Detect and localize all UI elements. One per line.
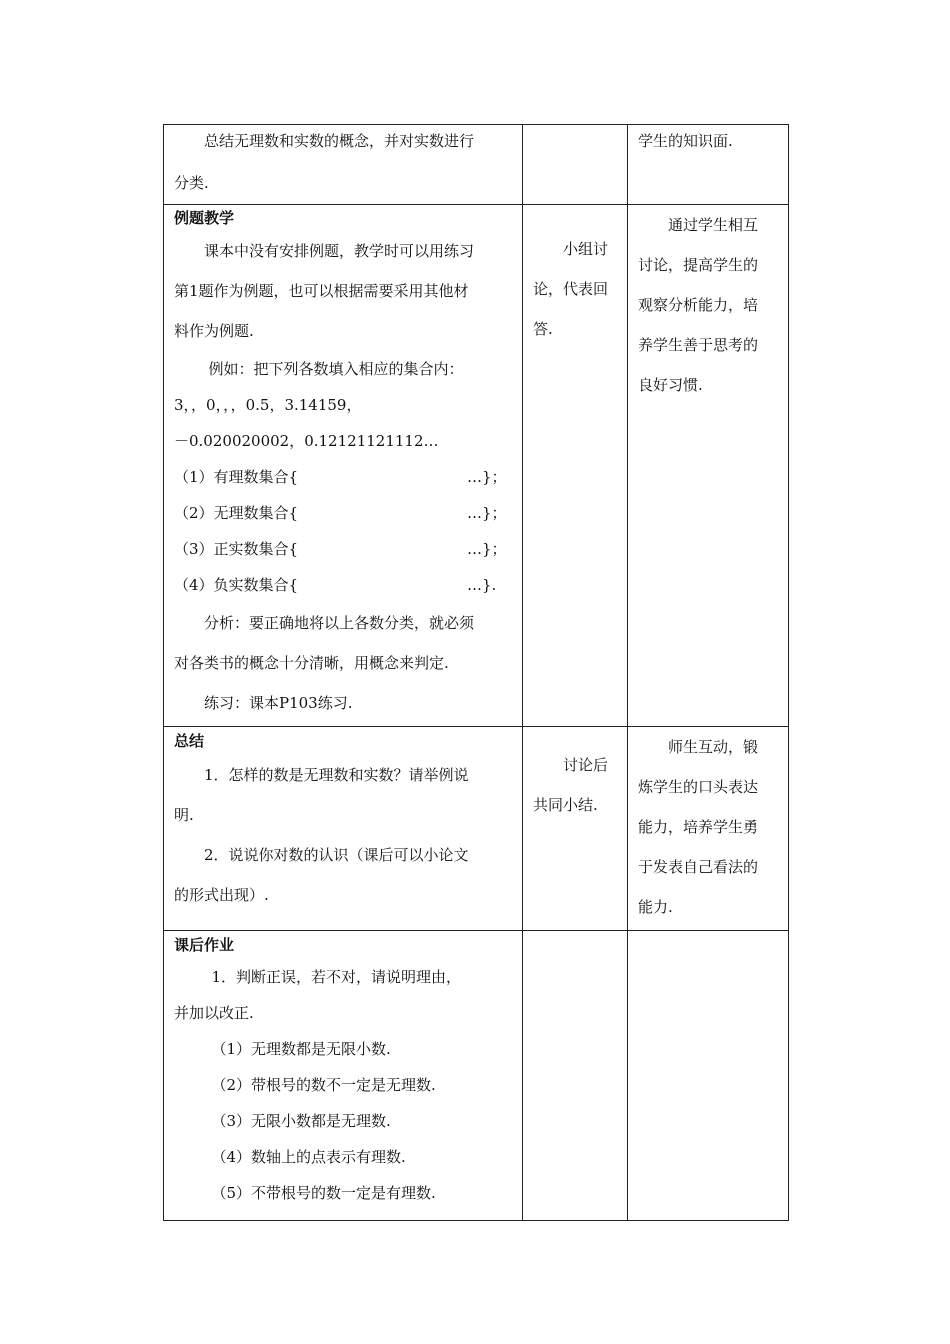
- content-line: 并加以改正.: [174, 1004, 254, 1022]
- activity-line: 讨论后: [563, 756, 609, 774]
- lesson-plan-table: [163, 124, 789, 1221]
- section-heading: 课后作业: [174, 936, 235, 954]
- content-line: 1．怎样的数是无理数和实数？请举例说: [204, 766, 469, 784]
- example-prompt: 例如：把下列各数填入相应的集合内：: [208, 360, 464, 378]
- table-row: [164, 205, 789, 727]
- set-line: [174, 459, 512, 495]
- table-row: [164, 931, 789, 1221]
- activity-cell: [523, 931, 628, 1221]
- content-line: 课本中没有安排例题，教学时可以用练习: [204, 242, 475, 260]
- purpose-line: 学生的知识面.: [638, 132, 733, 150]
- purpose-cell: [628, 931, 789, 1221]
- content-line: 料作为例题.: [174, 322, 254, 340]
- activity-cell: [523, 125, 628, 205]
- purpose-line: 观察分析能力，培: [638, 296, 759, 314]
- content-cell: [164, 931, 523, 1221]
- set-end: …}.: [467, 576, 497, 594]
- statement-line: （1）无理数都是无限小数.: [211, 1040, 391, 1058]
- statement-line: （5）不带根号的数一定是有理数.: [211, 1184, 436, 1202]
- purpose-line: 能力.: [638, 898, 673, 916]
- content-line: 分类.: [174, 174, 209, 192]
- set-line: [174, 567, 512, 603]
- set-end: …}；: [467, 468, 507, 486]
- purpose-line: 通过学生相互: [668, 216, 759, 234]
- activity-line: 论，代表回: [533, 280, 609, 298]
- set-label: （4）负实数集合{: [174, 576, 299, 594]
- table-row: [164, 125, 789, 205]
- purpose-line: 于发表自己看法的: [638, 858, 759, 876]
- purpose-line: 讨论，提高学生的: [638, 256, 759, 274]
- content-line: 1．判断正误，若不对，请说明理由，: [211, 968, 462, 986]
- content-line: 对各类书的概念十分清晰，用概念来判定.: [174, 654, 449, 672]
- purpose-cell: [628, 727, 789, 931]
- activity-cell: [523, 205, 628, 727]
- content-cell: [164, 205, 523, 727]
- number-list: －0.020020002，0.12121121112…: [174, 432, 439, 450]
- content-line: 明.: [174, 806, 194, 824]
- activity-line: 答.: [533, 320, 553, 338]
- set-line: [174, 531, 512, 567]
- statement-line: （2）带根号的数不一定是无理数.: [211, 1076, 436, 1094]
- table-row: [164, 727, 789, 931]
- section-heading: 例题教学: [174, 209, 235, 227]
- set-label: （1）有理数集合{: [174, 468, 299, 486]
- purpose-line: 良好习惯.: [638, 376, 703, 394]
- activity-cell: [523, 727, 628, 931]
- content-line: 的形式出现）.: [174, 886, 269, 904]
- purpose-line: 养学生善于思考的: [638, 336, 759, 354]
- set-end: …}；: [467, 540, 507, 558]
- set-end: …}；: [467, 504, 507, 522]
- set-line: [174, 495, 512, 531]
- statement-line: （4）数轴上的点表示有理数.: [211, 1148, 406, 1166]
- statement-line: （3）无限小数都是无理数.: [211, 1112, 391, 1130]
- content-line: 分析：要正确地将以上各数分类，就必须: [204, 614, 475, 632]
- purpose-cell: [628, 205, 789, 727]
- set-label: （3）正实数集合{: [174, 540, 299, 558]
- number-list: 3，，0，，，0.5，3.14159，: [174, 396, 362, 414]
- activity-line: 小组讨: [563, 240, 609, 258]
- content-line: 2．说说你对数的认识（课后可以小论文: [204, 846, 469, 864]
- content-cell: [164, 125, 523, 205]
- purpose-line: 能力，培养学生勇: [638, 818, 759, 836]
- activity-line: 共同小结.: [533, 796, 598, 814]
- practice-line: 练习：课本P103练习.: [204, 694, 353, 712]
- purpose-line: 师生互动，锻: [668, 738, 759, 756]
- purpose-line: 炼学生的口头表达: [638, 778, 759, 796]
- content-line: 第1题作为例题，也可以根据需要采用其他材: [174, 282, 469, 300]
- set-label: （2）无理数集合{: [174, 504, 299, 522]
- purpose-cell: [628, 125, 789, 205]
- content-line: 总结无理数和实数的概念，并对实数进行: [204, 132, 475, 150]
- section-heading: 总结: [174, 732, 205, 750]
- content-cell: [164, 727, 523, 931]
